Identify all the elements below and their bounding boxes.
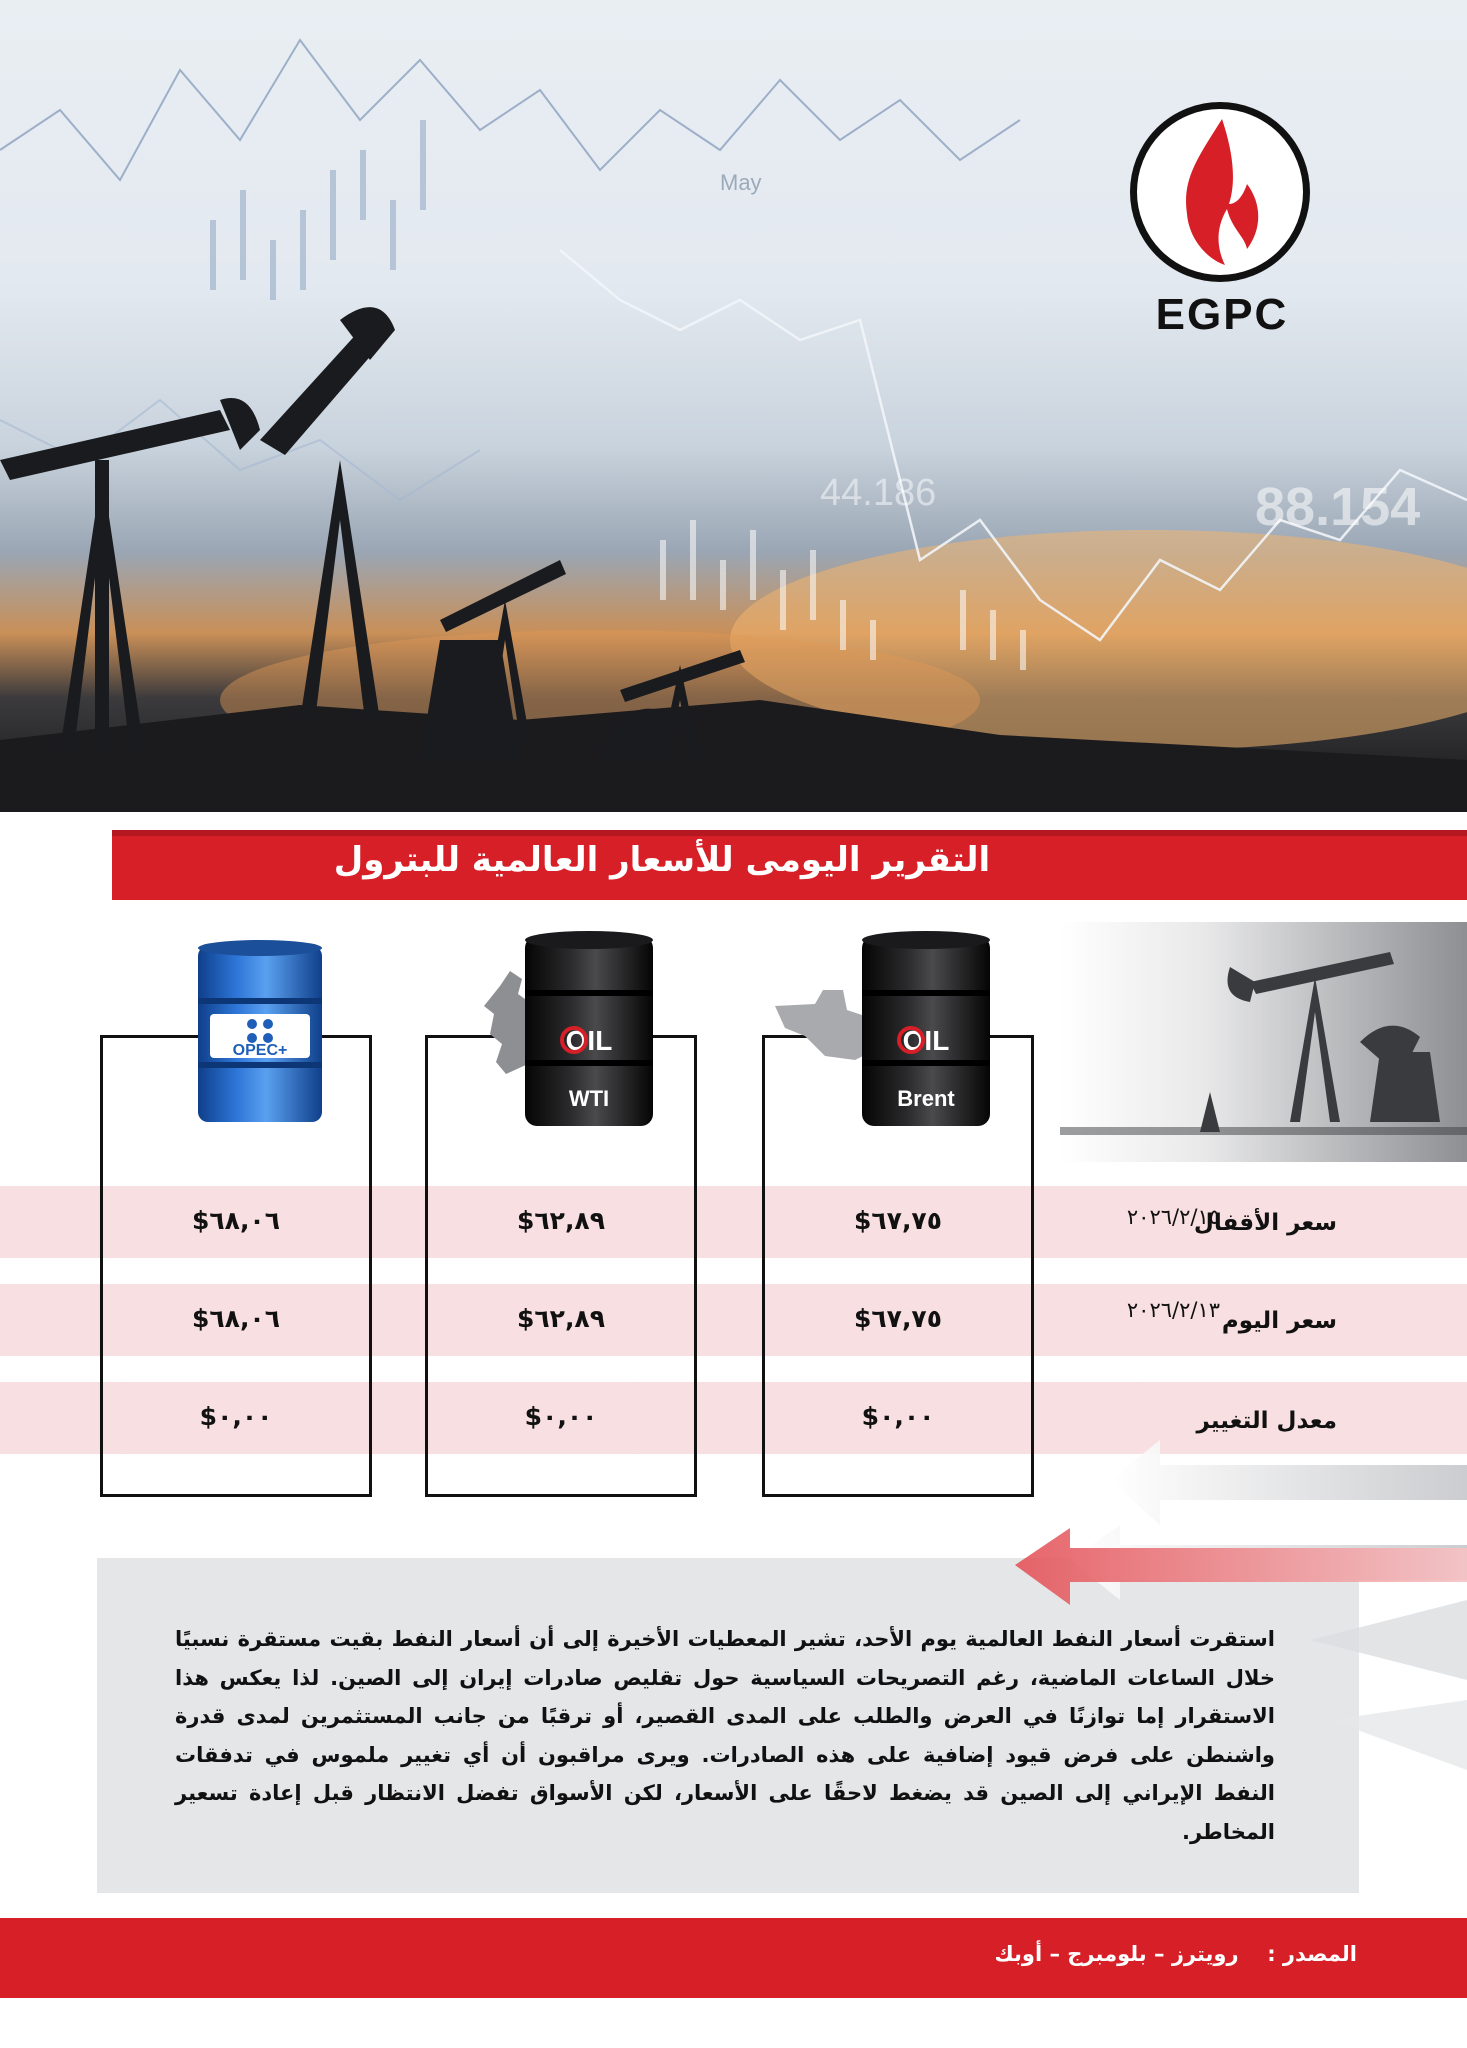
wti-oil-text: OIL <box>565 1025 613 1056</box>
opec-change: $٠,٠٠ <box>199 1402 273 1431</box>
ticker-value-1: 88.154 <box>1255 477 1421 537</box>
footer-bar <box>0 1918 1467 1998</box>
wti-barrel <box>460 926 665 1136</box>
wti-change: $٠,٠٠ <box>524 1402 598 1431</box>
pumpjack-image <box>1060 922 1467 1162</box>
wti-barrel-label: WTI <box>568 1086 610 1111</box>
today-date: ٢٠٢٦/٢/١٣ <box>1126 1298 1220 1322</box>
summary-paragraph: استقرت أسعار النفط العالمية يوم الأحد، تشير المعطيات الأخيرة إلى أن أسعار النفط بقيت مستقرة نسبيًا خلال الساعات الماضية، رغم التصريحات السياسية حول تقليص صادرات إيران إلى الصين. لذا يعكس هذا الاستقرار إما توازنًا في العرض والطلب على المدى القصير، أو ترقبًا من جانب المستثمرين لمدى قدرة واشنطن على فرض قيود إضافية على هذه الصادرات. ويرى مراقبون أن أي تغيير ملموس في تدفقات النفط الإيراني إلى الصين قد يضغط لاحقًا على الأسعار، لكن الأسواق تفضل الانتظار قبل إعادة تسعير المخاطر. <box>175 1627 1275 1844</box>
opec-barrel <box>190 938 330 1128</box>
source-value: رويترز – بلومبرج – أوبك <box>994 1942 1239 1966</box>
source-label: المصدر : <box>1267 1942 1357 1966</box>
opec-closing-price: $٦٨,٠٦ <box>192 1206 280 1235</box>
opec-today-price: $٦٨,٠٦ <box>192 1304 280 1333</box>
opec-barrel-label: OPEC+ <box>232 1042 288 1059</box>
closing-date: ٢٠٢٦/٢/١٥ <box>1126 1205 1220 1229</box>
closing-price-label: سعر الأقفال <box>1193 1210 1337 1236</box>
brent-change: $٠,٠٠ <box>861 1402 935 1431</box>
logo-ring <box>1130 102 1310 282</box>
wti-closing-price: $٦٢,٨٩ <box>517 1206 605 1235</box>
logo-text: EGPC <box>1155 290 1289 339</box>
egpc-logo <box>1128 100 1316 350</box>
texas-map-icon <box>775 990 877 1060</box>
ticker-value-2: 44.186 <box>820 472 937 514</box>
today-price-label: سعر اليوم <box>1221 1308 1337 1334</box>
hero-banner <box>0 0 1467 812</box>
flame-icon <box>1137 109 1303 275</box>
pumpjack-silhouettes <box>0 307 745 760</box>
brent-oil-text: OIL <box>902 1025 950 1056</box>
brent-closing-price: $٦٧,٧٥ <box>854 1206 942 1235</box>
brent-barrel-label: Brent <box>897 1086 955 1111</box>
source-line <box>994 1942 1357 1966</box>
report-title: التقرير اليومى للأسعار العالمية للبترول <box>333 840 991 880</box>
wti-today-price: $٦٢,٨٩ <box>517 1304 605 1333</box>
ticker-value-3: May <box>720 170 762 195</box>
report-title-bar <box>112 830 1467 900</box>
change-rate-label: معدل التغيير <box>1196 1408 1337 1434</box>
brent-today-price: $٦٧,٧٥ <box>854 1304 942 1333</box>
brent-barrel <box>775 926 995 1136</box>
